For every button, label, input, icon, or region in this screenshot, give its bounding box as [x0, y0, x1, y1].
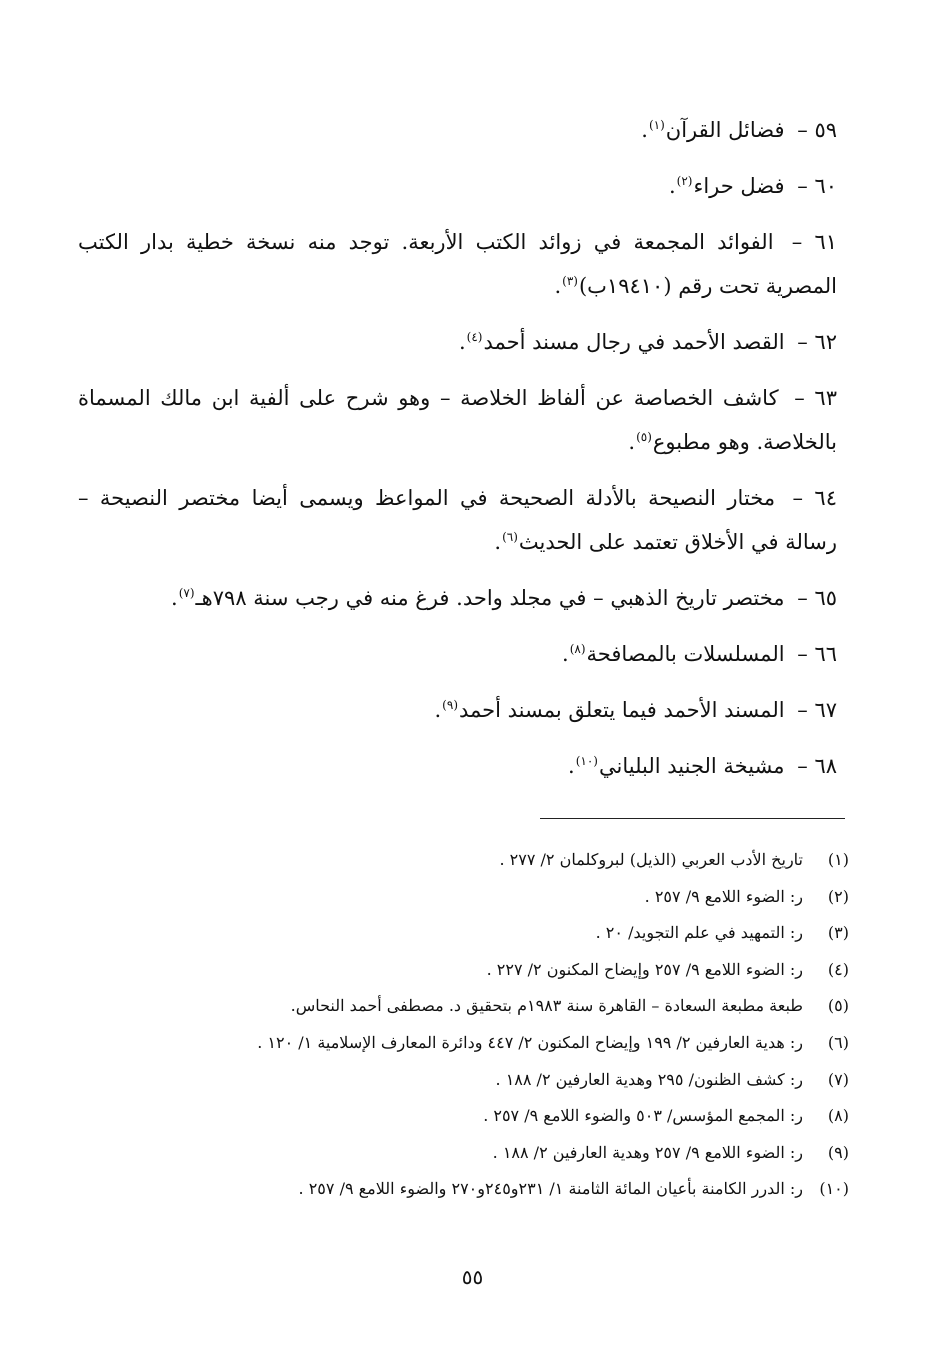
entry-number: ٦٧ –: [797, 698, 837, 722]
bibliography-list: [78, 108, 837, 800]
footnote-number: (٩): [827, 1142, 849, 1162]
entry-61: [78, 220, 837, 308]
footnote-ref[interactable]: (٨): [569, 642, 586, 656]
entry-number: ٦٨ –: [797, 754, 837, 778]
entry-64: [78, 476, 837, 564]
footnote-1: [110, 842, 849, 879]
entry-65: [78, 576, 837, 620]
entry-end: .: [554, 274, 562, 298]
entry-number: ٦٤ –: [792, 486, 837, 510]
entry-end: .: [458, 330, 466, 354]
footnote-number: (٢): [827, 886, 849, 906]
entry-end: .: [641, 118, 648, 142]
entry-end: .: [568, 754, 575, 778]
entry-end: .: [171, 586, 178, 610]
footnote-text: تاريخ الأدب العربي (الذيل) لبروكلمان ٢/ ٢٧٧ .: [499, 850, 803, 869]
footnote-5: [110, 988, 849, 1025]
entry-text: مشيخة الجنيد البلياني: [598, 754, 785, 778]
footnote-text: ر: كشف الظنون/ ٢٩٥ وهدية العارفين ٢/ ١٨٨ .: [495, 1069, 803, 1089]
entry-number: ٦٠ –: [797, 174, 837, 198]
footnote-ref[interactable]: (٢): [676, 174, 693, 188]
entry-number: ٦٥ –: [797, 586, 837, 610]
footnote-9: [110, 1135, 849, 1172]
entry-number: ٦١ –: [791, 230, 837, 254]
entry-text: كاشف الخصاصة عن ألفاظ الخلاصة – وهو شرح على ألفية ابن مالك المسماة بالخلاصة. وهو مطبوع: [78, 386, 837, 454]
footnote-6: [110, 1025, 849, 1062]
footnote-ref[interactable]: (٧): [178, 586, 195, 600]
entry-62: [78, 320, 837, 364]
footnote-7: [110, 1062, 849, 1099]
entry-text: فضائل القرآن: [665, 118, 785, 142]
entry-number: ٦٦ –: [797, 642, 837, 666]
entry-number: ٦٢ –: [797, 330, 837, 354]
footnote-number: (٦): [827, 1032, 849, 1052]
footnote-number: (١): [827, 850, 849, 869]
entry-end: .: [668, 174, 676, 198]
footnote-4: [110, 952, 849, 989]
footnote-number: (٤): [827, 959, 849, 979]
entry-text: القصد الأحمد في رجال مسند أحمد: [483, 330, 785, 354]
entry-63: [78, 376, 837, 464]
entry-text: المسند الأحمد فيما يتعلق بمسند أحمد: [459, 698, 785, 722]
footnote-number: (١٠): [819, 1179, 849, 1199]
footnote-2: [110, 879, 849, 916]
footnote-ref[interactable]: (١): [648, 118, 665, 132]
footnote-number: (٥): [827, 996, 849, 1016]
entry-text: مختصر تاريخ الذهبي – في مجلد واحد. فرغ منه في رجب سنة ٧٩٨هـ: [195, 586, 785, 610]
entry-end: .: [562, 642, 569, 666]
entry-text: المسلسلات بالمصافحة: [586, 642, 785, 666]
footnote-ref[interactable]: (٤): [466, 330, 483, 344]
footnote-number: (٧): [827, 1069, 849, 1089]
footnote-number: (٨): [827, 1106, 849, 1126]
footnote-text: ر: الضوء اللامع ٩/ ٢٥٧ وإيضاح المكنون ٢/ ٢٢٧ .: [486, 959, 803, 979]
footnote-text: ر: الدرر الكامنة بأعيان المائة الثامنة ١/ ٢٣١و٢٤٥و٢٧٠ والضوء اللامع ٩/ ٢٥٧ .: [298, 1179, 803, 1199]
footnote-text: ر: المجمع المؤسس/ ٥٠٣ والضوء اللامع ٩/ ٢٥٧ .: [483, 1106, 803, 1126]
entry-text: فضل حراء: [693, 174, 785, 198]
footnote-text: طبعة مطبعة السعادة – القاهرة سنة ١٩٨٣م بتحقيق د. مصطفى أحمد النحاس.: [290, 996, 803, 1016]
entry-number: ٥٩ –: [797, 118, 837, 142]
footnotes-list: [110, 842, 849, 1208]
footnote-text: ر: الضوء اللامع ٩/ ٢٥٧ وهدية العارفين ٢/ ١٨٨ .: [492, 1142, 803, 1162]
entry-text: الفوائد المجمعة في زوائد الكتب الأربعة. توجد منه نسخة خطية بدار الكتب المصرية تحت رقم (١٩٤١٠ب): [78, 230, 837, 298]
footnote-ref[interactable]: (٣): [562, 274, 578, 288]
footnote-8: [110, 1098, 849, 1135]
entry-end: .: [494, 530, 502, 554]
footnote-text: ر: الضوء اللامع ٩/ ٢٥٧ .: [644, 886, 803, 906]
footnote-ref[interactable]: (٩): [442, 698, 458, 712]
entry-text: مختار النصيحة بالأدلة الصحيحة في المواعظ ويسمى أيضا مختصر النصيحة – رسالة في الأخلاق تعتمد على الحديث: [78, 486, 837, 554]
footnote-ref[interactable]: (٦): [502, 530, 518, 544]
footnote-text: ر: هدية العارفين ٢/ ١٩٩ وإيضاح المكنون ٢/ ٤٤٧ ودائرة المعارف الإسلامية ١/ ١٢٠ .: [257, 1032, 803, 1052]
entry-59: [78, 108, 837, 152]
entry-67: [78, 688, 837, 732]
footnote-ref[interactable]: (١٠): [575, 754, 598, 768]
footnote-divider: [540, 818, 845, 819]
entry-end: .: [434, 698, 442, 722]
footnote-ref[interactable]: (٥): [636, 430, 652, 444]
entry-number: ٦٣ –: [794, 386, 837, 410]
entry-68: [78, 744, 837, 788]
footnote-number: (٣): [827, 923, 849, 943]
entry-end: .: [628, 430, 636, 454]
entry-66: [78, 632, 837, 676]
footnote-text: ر: التمهيد في علم التجويد/ ٢٠ .: [595, 923, 803, 943]
entry-60: [78, 164, 837, 208]
footnote-3: [110, 915, 849, 952]
page-number: ٥٥: [461, 1265, 484, 1289]
footnote-10: [110, 1171, 849, 1208]
